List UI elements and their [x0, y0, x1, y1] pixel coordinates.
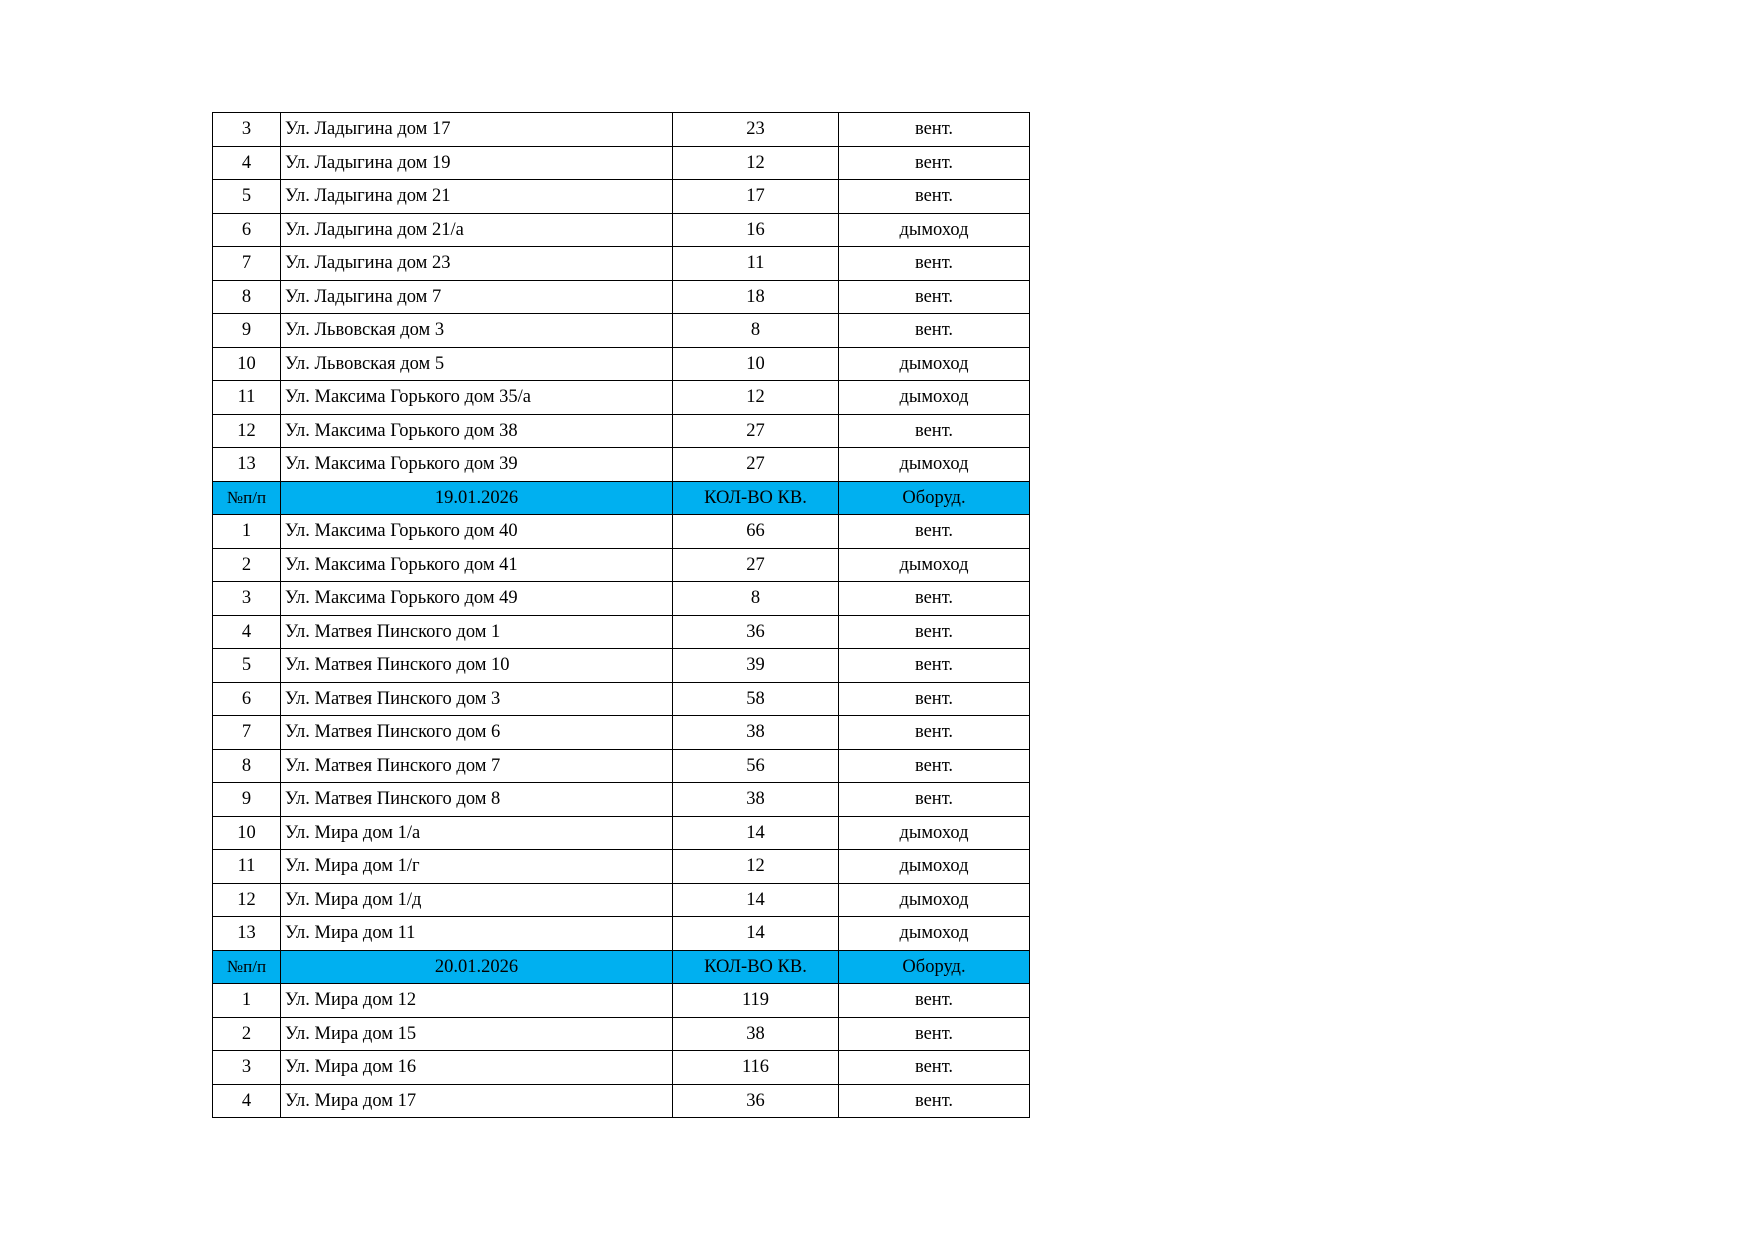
- cell-address: Ул. Матвея Пинского дом 10: [281, 649, 673, 683]
- cell-number: 3: [213, 582, 281, 616]
- cell-equipment: вент.: [839, 280, 1030, 314]
- cell-number: 5: [213, 649, 281, 683]
- table-row: [213, 280, 1030, 314]
- cell-address: Ул. Максима Горького дом 38: [281, 414, 673, 448]
- cell-equipment: дымоход: [839, 448, 1030, 482]
- cell-address: Ул. Максима Горького дом 39: [281, 448, 673, 482]
- cell-equipment: вент.: [839, 582, 1030, 616]
- table-section-header-row: [213, 950, 1030, 984]
- cell-address: Ул. Ладыгина дом 17: [281, 113, 673, 147]
- cell-address: Ул. Максима Горького дом 41: [281, 548, 673, 582]
- table-row: [213, 548, 1030, 582]
- cell-quantity: 66: [673, 515, 839, 549]
- cell-address: Ул. Мира дом 16: [281, 1051, 673, 1085]
- cell-quantity: 12: [673, 381, 839, 415]
- cell-quantity: 18: [673, 280, 839, 314]
- table-row: [213, 716, 1030, 750]
- cell-equipment: дымоход: [839, 347, 1030, 381]
- cell-address: Ул. Львовская дом 3: [281, 314, 673, 348]
- cell-quantity: 38: [673, 1017, 839, 1051]
- cell-equipment: дымоход: [839, 548, 1030, 582]
- table-row: [213, 615, 1030, 649]
- cell-number: 2: [213, 1017, 281, 1051]
- cell-quantity: 10: [673, 347, 839, 381]
- table-row: [213, 515, 1030, 549]
- cell-address: Ул. Матвея Пинского дом 3: [281, 682, 673, 716]
- cell-equipment: вент.: [839, 783, 1030, 817]
- cell-quantity: 38: [673, 716, 839, 750]
- cell-equipment: вент.: [839, 1051, 1030, 1085]
- cell-number: 9: [213, 783, 281, 817]
- table-section-header-row: [213, 481, 1030, 515]
- cell-quantity: 27: [673, 448, 839, 482]
- cell-number: 8: [213, 749, 281, 783]
- cell-equipment: дымоход: [839, 816, 1030, 850]
- cell-address: Ул. Матвея Пинского дом 8: [281, 783, 673, 817]
- cell-equipment: вент.: [839, 1084, 1030, 1118]
- cell-equipment: вент.: [839, 749, 1030, 783]
- cell-equipment: вент.: [839, 682, 1030, 716]
- schedule-table-body: [213, 113, 1030, 1118]
- cell-equipment: вент.: [839, 615, 1030, 649]
- cell-equipment: дымоход: [839, 917, 1030, 951]
- cell-equipment: вент.: [839, 414, 1030, 448]
- cell-number: 2: [213, 548, 281, 582]
- cell-address: Ул. Матвея Пинского дом 7: [281, 749, 673, 783]
- cell-equipment: вент.: [839, 515, 1030, 549]
- table-row: [213, 113, 1030, 147]
- header-cell-quantity: КОЛ-ВО КВ.: [673, 481, 839, 515]
- cell-quantity: 56: [673, 749, 839, 783]
- cell-address: Ул. Мира дом 11: [281, 917, 673, 951]
- cell-address: Ул. Мира дом 17: [281, 1084, 673, 1118]
- cell-number: 11: [213, 850, 281, 884]
- cell-number: 12: [213, 883, 281, 917]
- table-row: [213, 649, 1030, 683]
- cell-address: Ул. Мира дом 1/г: [281, 850, 673, 884]
- cell-equipment: вент.: [839, 113, 1030, 147]
- cell-number: 7: [213, 247, 281, 281]
- table-row: [213, 984, 1030, 1018]
- cell-quantity: 27: [673, 548, 839, 582]
- cell-equipment: дымоход: [839, 213, 1030, 247]
- cell-quantity: 38: [673, 783, 839, 817]
- cell-address: Ул. Мира дом 1/а: [281, 816, 673, 850]
- cell-number: 1: [213, 984, 281, 1018]
- cell-number: 11: [213, 381, 281, 415]
- cell-number: 8: [213, 280, 281, 314]
- table-row: [213, 582, 1030, 616]
- cell-equipment: дымоход: [839, 883, 1030, 917]
- cell-quantity: 14: [673, 917, 839, 951]
- header-cell-quantity: КОЛ-ВО КВ.: [673, 950, 839, 984]
- cell-address: Ул. Мира дом 15: [281, 1017, 673, 1051]
- cell-number: 6: [213, 213, 281, 247]
- cell-address: Ул. Максима Горького дом 49: [281, 582, 673, 616]
- cell-number: 7: [213, 716, 281, 750]
- table-row: [213, 749, 1030, 783]
- cell-address: Ул. Львовская дом 5: [281, 347, 673, 381]
- table-row: [213, 917, 1030, 951]
- header-cell-equipment: Оборуд.: [839, 481, 1030, 515]
- cell-number: 9: [213, 314, 281, 348]
- table-row: [213, 247, 1030, 281]
- cell-number: 3: [213, 1051, 281, 1085]
- cell-quantity: 116: [673, 1051, 839, 1085]
- cell-equipment: вент.: [839, 146, 1030, 180]
- cell-address: Ул. Ладыгина дом 7: [281, 280, 673, 314]
- header-cell-date: 19.01.2026: [281, 481, 673, 515]
- cell-address: Ул. Максима Горького дом 40: [281, 515, 673, 549]
- cell-equipment: вент.: [839, 247, 1030, 281]
- cell-address: Ул. Ладыгина дом 19: [281, 146, 673, 180]
- cell-quantity: 17: [673, 180, 839, 214]
- table-row: [213, 883, 1030, 917]
- cell-number: 1: [213, 515, 281, 549]
- table-row: [213, 146, 1030, 180]
- table-row: [213, 1017, 1030, 1051]
- cell-number: 4: [213, 1084, 281, 1118]
- cell-number: 10: [213, 816, 281, 850]
- cell-quantity: 14: [673, 883, 839, 917]
- cell-quantity: 39: [673, 649, 839, 683]
- cell-equipment: дымоход: [839, 850, 1030, 884]
- cell-quantity: 16: [673, 213, 839, 247]
- table-row: [213, 213, 1030, 247]
- cell-number: 6: [213, 682, 281, 716]
- cell-number: 3: [213, 113, 281, 147]
- schedule-table: [212, 112, 1030, 1118]
- table-row: [213, 682, 1030, 716]
- cell-quantity: 8: [673, 582, 839, 616]
- cell-address: Ул. Максима Горького дом 35/а: [281, 381, 673, 415]
- cell-number: 4: [213, 146, 281, 180]
- header-cell-equipment: Оборуд.: [839, 950, 1030, 984]
- cell-quantity: 36: [673, 1084, 839, 1118]
- cell-quantity: 12: [673, 850, 839, 884]
- cell-equipment: вент.: [839, 649, 1030, 683]
- cell-equipment: вент.: [839, 984, 1030, 1018]
- table-row: [213, 850, 1030, 884]
- cell-address: Ул. Ладыгина дом 21: [281, 180, 673, 214]
- cell-number: 12: [213, 414, 281, 448]
- cell-quantity: 27: [673, 414, 839, 448]
- cell-quantity: 12: [673, 146, 839, 180]
- cell-number: 5: [213, 180, 281, 214]
- cell-address: Ул. Ладыгина дом 23: [281, 247, 673, 281]
- header-cell-number: №п/п: [213, 481, 281, 515]
- table-row: [213, 448, 1030, 482]
- cell-quantity: 119: [673, 984, 839, 1018]
- cell-equipment: вент.: [839, 1017, 1030, 1051]
- cell-address: Ул. Матвея Пинского дом 6: [281, 716, 673, 750]
- cell-equipment: вент.: [839, 180, 1030, 214]
- cell-quantity: 8: [673, 314, 839, 348]
- table-row: [213, 816, 1030, 850]
- table-row: [213, 414, 1030, 448]
- cell-address: Ул. Матвея Пинского дом 1: [281, 615, 673, 649]
- cell-address: Ул. Мира дом 12: [281, 984, 673, 1018]
- cell-number: 10: [213, 347, 281, 381]
- table-row: [213, 381, 1030, 415]
- cell-number: 13: [213, 917, 281, 951]
- cell-number: 4: [213, 615, 281, 649]
- cell-equipment: вент.: [839, 716, 1030, 750]
- table-row: [213, 180, 1030, 214]
- cell-equipment: вент.: [839, 314, 1030, 348]
- table-row: [213, 314, 1030, 348]
- cell-quantity: 36: [673, 615, 839, 649]
- cell-number: 13: [213, 448, 281, 482]
- cell-quantity: 23: [673, 113, 839, 147]
- header-cell-date: 20.01.2026: [281, 950, 673, 984]
- cell-address: Ул. Ладыгина дом 21/а: [281, 213, 673, 247]
- cell-address: Ул. Мира дом 1/д: [281, 883, 673, 917]
- table-row: [213, 1084, 1030, 1118]
- cell-quantity: 14: [673, 816, 839, 850]
- table-row: [213, 783, 1030, 817]
- cell-equipment: дымоход: [839, 381, 1030, 415]
- schedule-table-container: [212, 112, 1029, 1118]
- cell-quantity: 11: [673, 247, 839, 281]
- cell-quantity: 58: [673, 682, 839, 716]
- table-row: [213, 347, 1030, 381]
- table-row: [213, 1051, 1030, 1085]
- header-cell-number: №п/п: [213, 950, 281, 984]
